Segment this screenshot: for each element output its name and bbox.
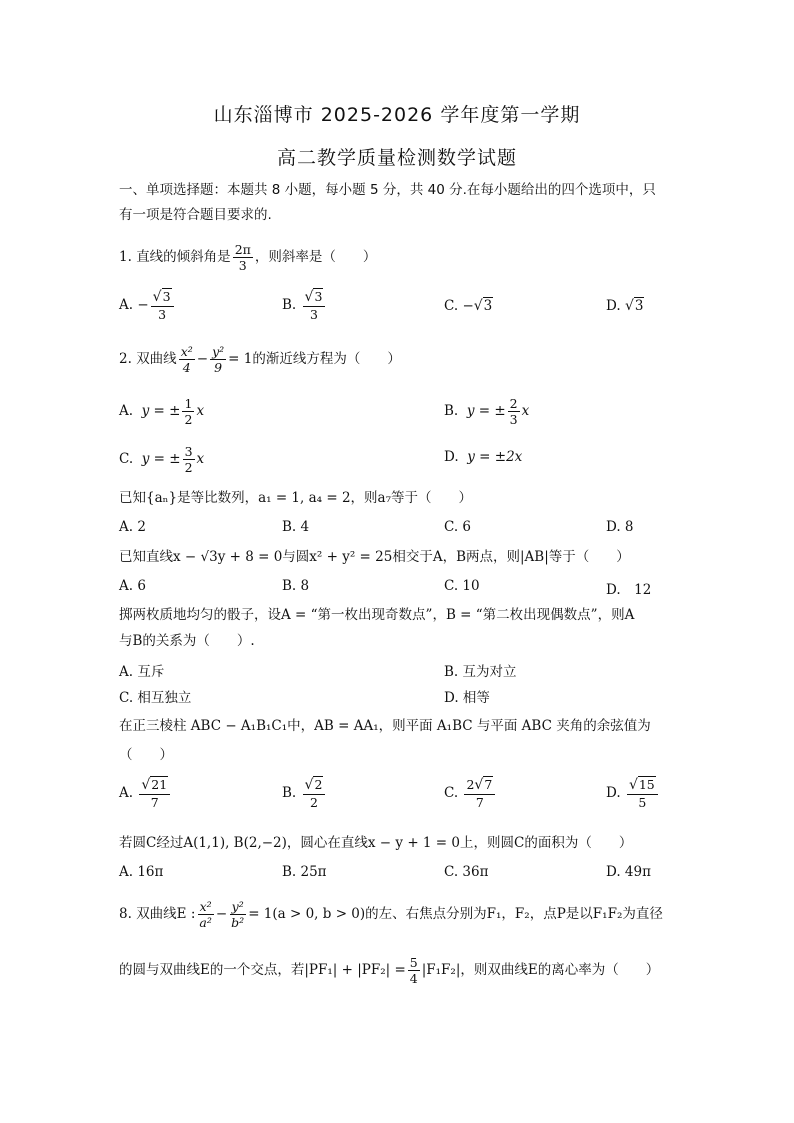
fraction: $\frac{2\pi}{3}$ [234, 242, 251, 274]
question-8-line2: 的圆与双曲线E的一个交点，若|PF₁| + |PF₂| = $\frac{5}{4}$ |F₁F₂|，则双曲线E的离心率为（ ） [119, 955, 660, 987]
q5-option-c: C. 相互独立 [119, 690, 192, 706]
question-5-line1: 掷两枚质地均匀的骰子，设A = “第一枚出现奇数点”，B = “第二枚出现偶数点”，则A [119, 607, 635, 623]
exam-title-line1: 山东淄博市 2025-2026 学年度第一学期 [213, 104, 581, 126]
q5-option-b: B. 互为对立 [444, 664, 517, 680]
q2-option-b: B. y = ± $\frac{2}{3}$ x [444, 396, 530, 428]
q7-option-d: D. 49π [606, 864, 651, 880]
question-7: 若圆C经过A(1,1), B(2,−2)，圆心在直线x − y + 1 = 0上，则圆C的面积为（ ） [119, 835, 633, 851]
q4-option-a: A. 6 [119, 578, 146, 594]
question-2: 2. 双曲线 $\frac{\text{x²}}{4}$ − $\frac{\text{y²}}{9}$ = 1的渐近线方程为（ ） [119, 344, 401, 376]
question-6-line1: 在正三棱柱 ABC − A₁B₁C₁中，AB = AA₁，则平面 A₁BC 与平面 ABC 夹角的余弦值为 [119, 718, 651, 734]
q7-option-c: C. 36π [444, 864, 489, 880]
q6-option-a: A. $\frac{√21}{7}$ [119, 778, 172, 809]
q5-option-a: A. 互斥 [119, 664, 165, 680]
q6-option-b: B. $\frac{√2}{2}$ [282, 778, 327, 809]
q1-option-d: D. √3 [606, 298, 644, 314]
exam-title-line2: 高二教学质量检测数学试题 [276, 147, 517, 169]
q2-option-a: A. y = ± $\frac{1}{2}$ x [119, 396, 205, 428]
question-3: 已知{aₙ}是等比数列，a₁ = 1, a₄ = 2，则a₇等于（ ） [119, 490, 472, 506]
q5-option-d: D. 相等 [444, 690, 490, 706]
question-6-line2: （ ） [119, 747, 173, 763]
question-number: 1. [119, 249, 132, 266]
q7-option-a: A. 16π [119, 864, 164, 880]
question-8-line1: 8. 双曲线E : $\frac{\text{x²}}{\text{a²}}$ − $\frac{\text{y²}}{\text{b²}}$ = 1(a > 0, b > 0)的左、右焦点分别为F₁，F₂，点P是以F₁F₂为直径 [119, 899, 663, 931]
q7-option-b: B. 25π [282, 864, 327, 880]
q1-option-b: B. $\frac{√3}{3}$ [282, 290, 327, 321]
question-5-line2: 与B的关系为（ ）. [119, 633, 255, 649]
question-4: 已知直线x − √3y + 8 = 0与圆x² + y² = 25相交于A，B两点，则|AB|等于（ ） [119, 549, 630, 565]
q3-option-d: D. 8 [606, 519, 634, 535]
q2-option-c: C. y = ± $\frac{3}{2}$ x [119, 444, 205, 476]
q3-option-a: A. 2 [119, 519, 146, 535]
q3-option-b: B. 4 [282, 519, 310, 535]
q6-option-d: D. $\frac{√15}{5}$ [606, 778, 660, 809]
q4-option-c: C. 10 [444, 578, 480, 594]
question-text: 直线的倾斜角是 [136, 249, 231, 266]
question-1 [119, 243, 376, 272]
section-intro-line2: 有一项是符合题目要求的. [119, 207, 272, 223]
q4-option-b: B. 8 [282, 578, 310, 594]
question-text: ，则斜率是（ ） [254, 249, 377, 266]
section-intro-line1: 一、单项选择题：本题共 8 小题，每小题 5 分，共 40 分.在每小题给出的四个选项中，只 [119, 182, 656, 198]
q3-option-c: C. 6 [444, 519, 472, 535]
q6-option-c: C. $\frac{2√7}{7}$ [444, 778, 497, 809]
q4-option-d: D. 12 [606, 582, 652, 598]
q2-option-d: D. y = ±2x [444, 449, 523, 465]
q1-option-c: C. −√3 [444, 298, 493, 314]
q1-option-a: A. − $\frac{√3}{3}$ [119, 290, 176, 321]
